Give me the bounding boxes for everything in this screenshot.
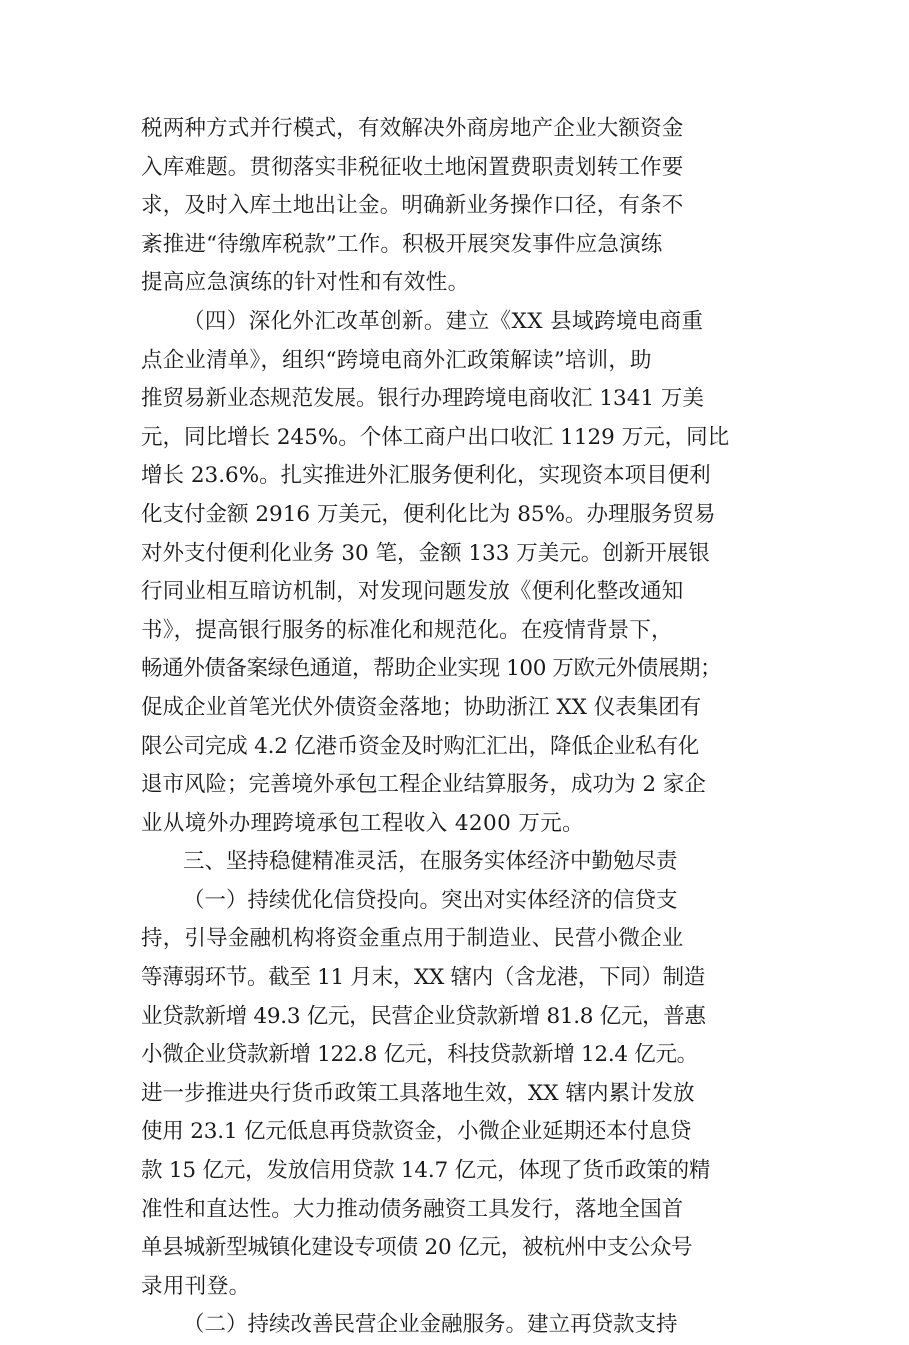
text-line: 业贷款新增 49.3 亿元，民营企业贷款新增 81.8 亿元，普惠 bbox=[141, 1003, 706, 1029]
text-line: 退市风险；完善境外承包工程企业结算服务，成功为 2 家企 bbox=[141, 772, 706, 798]
text-line: 点企业清单》，组织“跨境电商外汇政策解读”培训，助 bbox=[141, 347, 652, 373]
text-line: 小微企业贷款新增 122.8 亿元，科技贷款新增 12.4 亿元。 bbox=[141, 1042, 698, 1068]
text-line: 持，引导金融机构将资金重点用于制造业、民营小微企业 bbox=[141, 926, 684, 952]
text-line: 税两种方式并行模式，有效解决外商房地产企业大额资金 bbox=[141, 116, 684, 141]
text-line: 增长 23.6%。扎实推进外汇服务便利化，实现资本项目便利 bbox=[141, 463, 711, 489]
text-line: 录用刊登。 bbox=[141, 1273, 251, 1299]
text-line: 促成企业首笔光伏外债资金落地；协助浙江 XX 仪表集团有 bbox=[141, 694, 702, 720]
text-line: 行同业相互暗访机制，对发现问题发放《便利化整改通知 bbox=[141, 579, 684, 605]
section-heading: （四）深化外汇改革创新。建立《XX 县域跨境电商重 bbox=[183, 308, 704, 334]
document-body bbox=[141, 110, 781, 1345]
text-line: 进一步推进央行货币政策工具落地生效，XX 辖内累计发放 bbox=[141, 1080, 695, 1106]
text-line: 单县城新型城镇化建设专项债 20 亿元，被杭州中支公众号 bbox=[141, 1235, 693, 1261]
text-line: 书》，提高银行服务的标准化和规范化。在疫情背景下， bbox=[141, 617, 673, 643]
text-line: 款 15 亿元，发放信用贷款 14.7 亿元，体现了货币政策的精 bbox=[141, 1158, 711, 1184]
section-heading: （一）持续优化信贷投向。突出对实体经济的信贷支 bbox=[183, 887, 678, 913]
text-line: 入库难题。贯彻落实非税征收土地闲置费职责划转工作要 bbox=[141, 154, 684, 180]
text-line: 推贸易新业态规范发展。银行办理跨境电商收汇 1341 万美 bbox=[141, 386, 704, 412]
text-line: 等薄弱环节。截至 11 月末，XX 辖内（含龙港，下同）制造 bbox=[141, 965, 705, 991]
text-line: 紊推进“待缴库税款”工作。积极开展突发事件应急演练 bbox=[141, 231, 663, 257]
text-line: 使用 23.1 亿元低息再贷款资金，小微企业延期还本付息贷 bbox=[141, 1119, 692, 1145]
text-line: 畅通外债备案绿色通道，帮助企业实现 100 万欧元外债展期； bbox=[141, 656, 722, 682]
text-line: 对外支付便利化业务 30 笔，金额 133 万美元。创新开展银 bbox=[141, 540, 710, 566]
text-line: 化支付金额 2916 万美元，便利化比为 85%。办理服务贸易 bbox=[141, 501, 716, 527]
chapter-heading: 三、坚持稳健精准灵活，在服务实体经济中勤勉尽责 bbox=[183, 849, 678, 875]
text-line: 元，同比增长 245%。个体工商户出口收汇 1129 万元，同比 bbox=[141, 424, 730, 450]
text-line: 准性和直达性。大力推动债务融资工具发行，落地全国首 bbox=[141, 1196, 684, 1222]
text-line: 限公司完成 4.2 亿港币资金及时购汇汇出，降低企业私有化 bbox=[141, 733, 700, 759]
text-line: 提高应急演练的针对性和有效性。 bbox=[141, 270, 470, 296]
section-heading: （二）持续改善民营企业金融服务。建立再贷款支持 bbox=[183, 1312, 678, 1338]
text-line: 业从境外办理跨境承包工程收入 4200 万元。 bbox=[141, 810, 585, 836]
text-line: 求，及时入库土地出让金。明确新业务操作口径，有条不 bbox=[141, 193, 684, 219]
